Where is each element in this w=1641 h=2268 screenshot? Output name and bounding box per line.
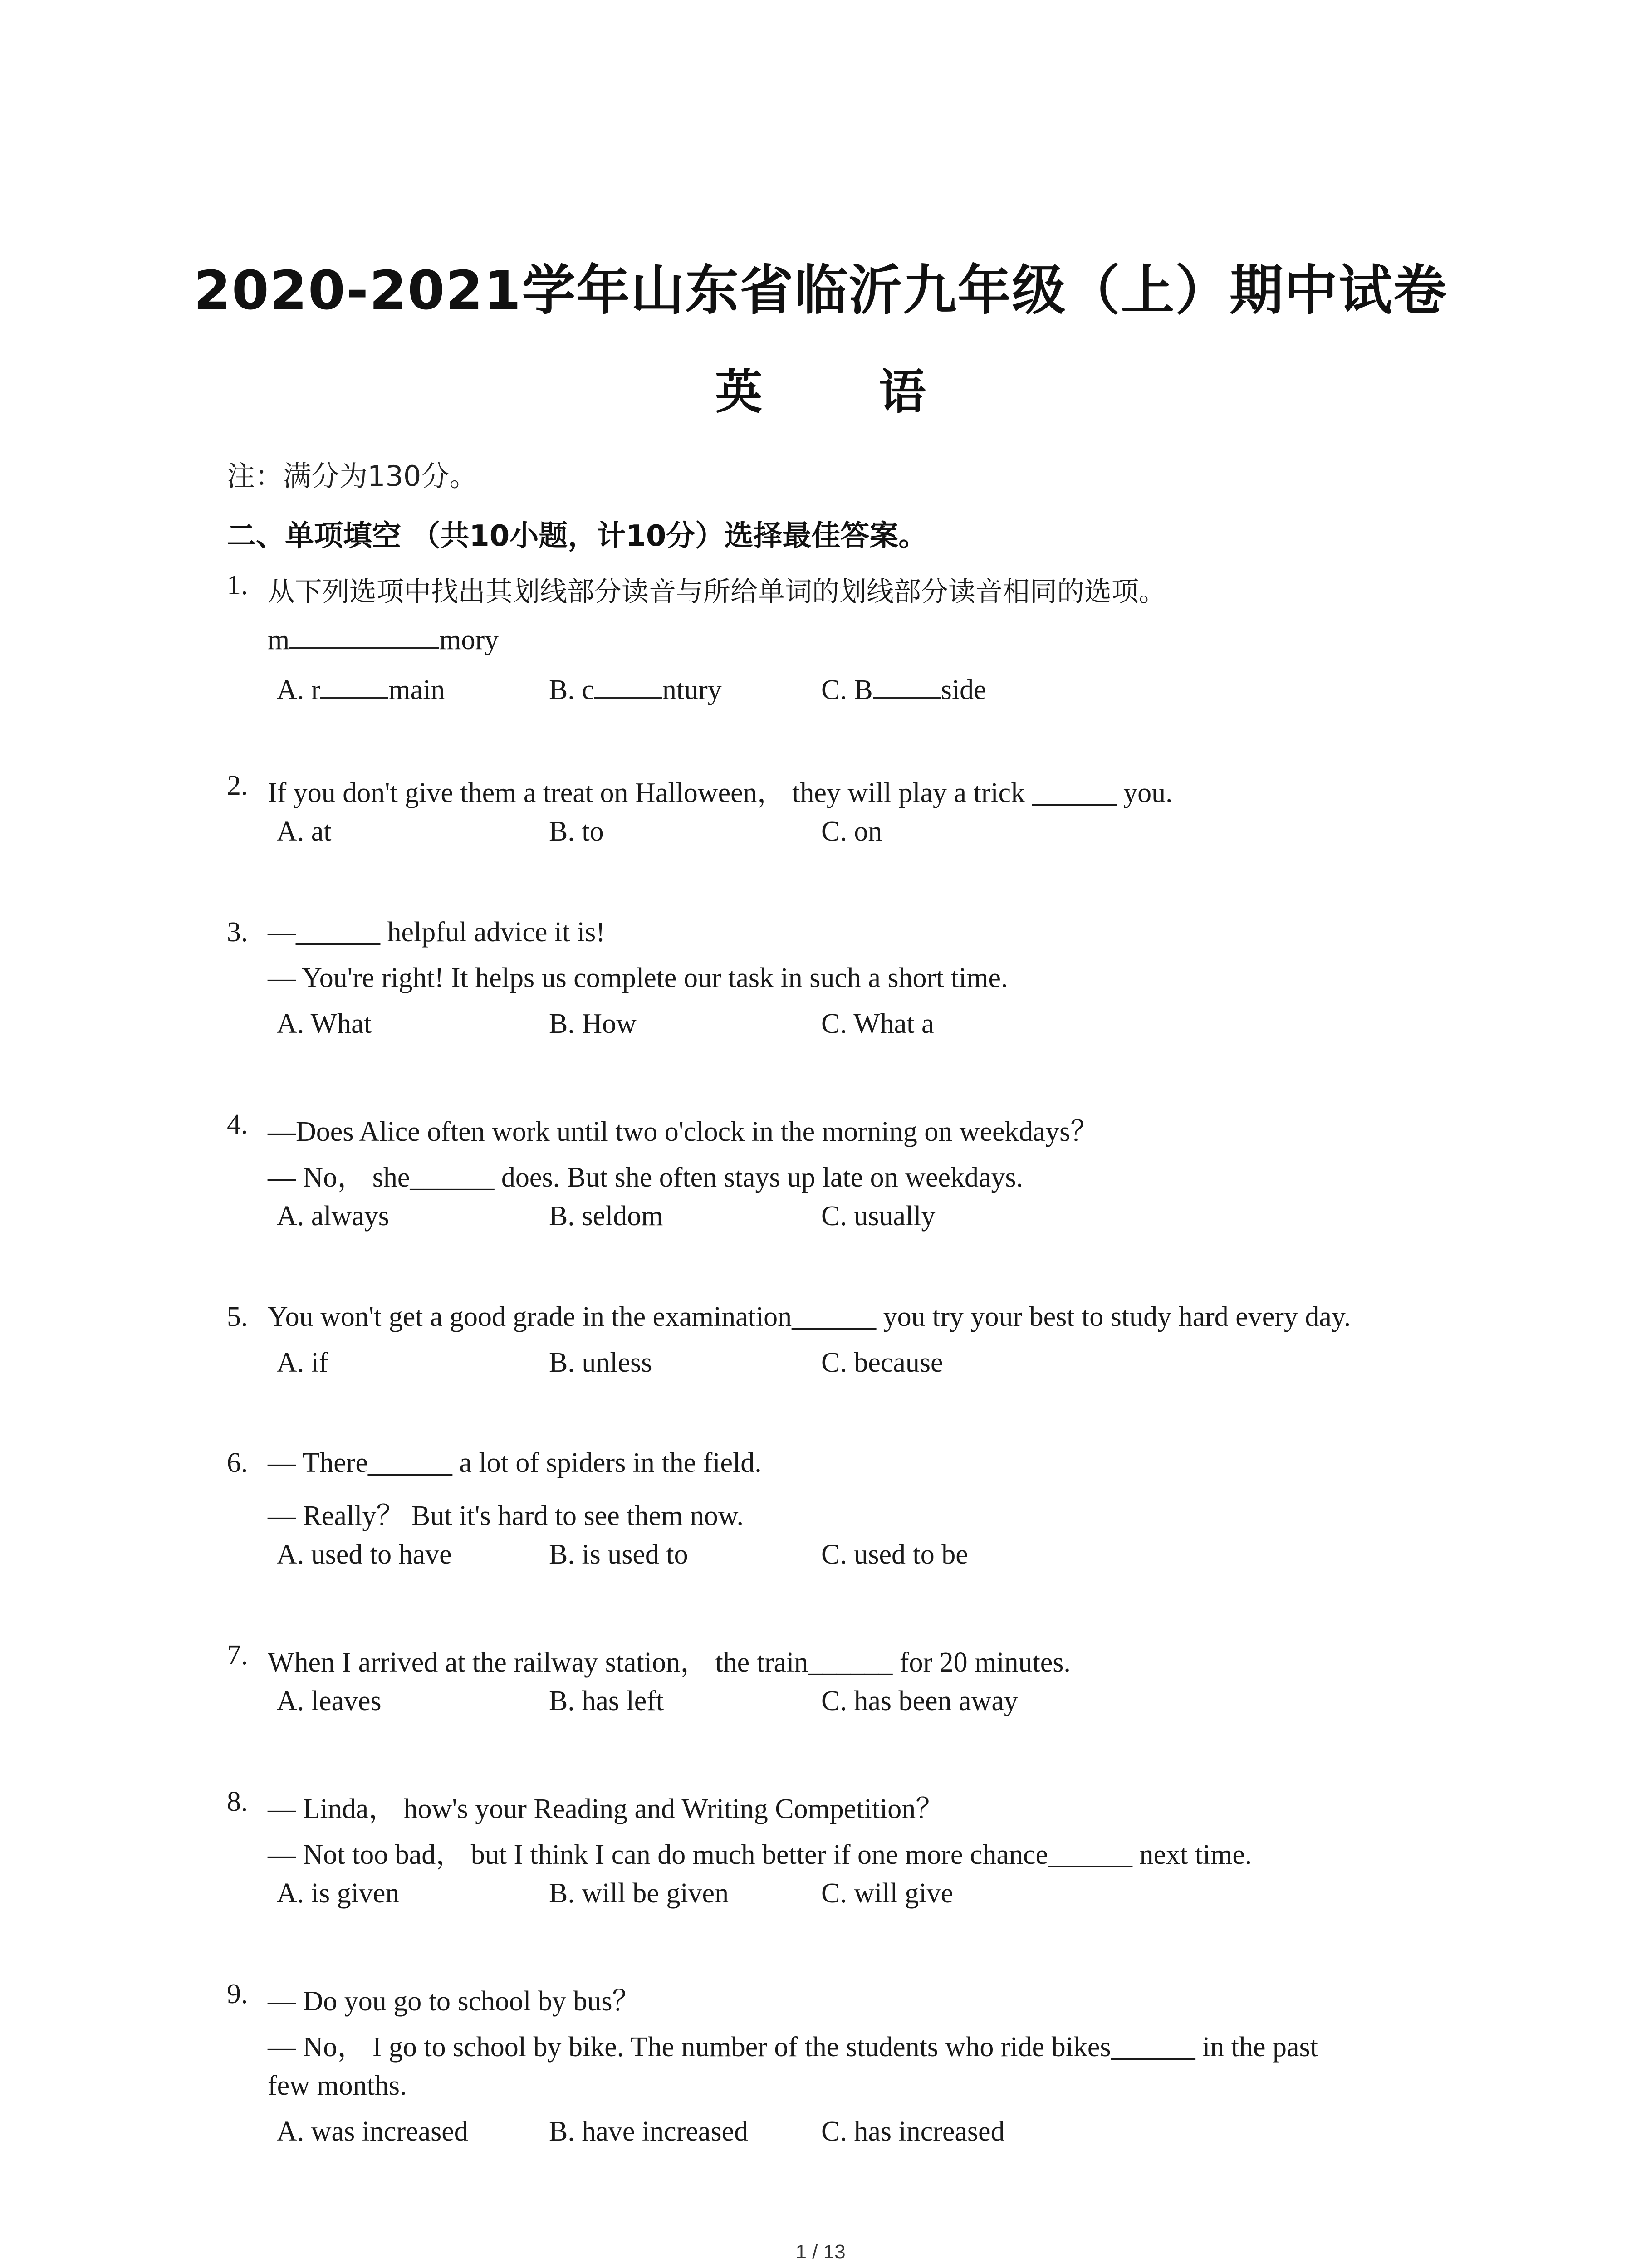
page-number: 1 / 13 [795,2241,846,2263]
question-stem: — No， she______ does. But she often stays up late on weekdays. [268,1162,1024,1193]
option-c: C. has increased [821,2116,1005,2147]
question-stem: — Really？ But it's hard to see them now. [268,1501,744,1531]
question-number: 5. [227,1301,248,1332]
question-stem: — Do you go to school by bus？ [268,1986,641,2017]
question-stem: When I arrived at the railway station， the train______ for 20 minutes. [268,1647,1071,1678]
option-c: C. What a [821,1008,934,1039]
score-note: 注：满分为130分。 [227,459,478,493]
question-number: 7. [227,1640,248,1671]
question-number: 4. [227,1109,248,1140]
question-stem: — There______ a lot of spiders in the field. [268,1447,762,1478]
option-c [821,670,986,706]
option-b: B. will be given [549,1878,729,1909]
option-a: A. if [277,1347,328,1378]
option-b: B. seldom [549,1201,663,1232]
option-c-suffix: side [941,675,986,705]
question-number: 1. [227,570,248,601]
question-stem: — Linda， how's your Reading and Writing Competition？ [268,1794,944,1824]
option-b: B. How [549,1008,637,1039]
option-b: B. have increased [549,2116,748,2147]
option-a-prefix: A. r [277,675,321,705]
question-stem: few months. [268,2070,407,2101]
option-c: C. will give [821,1878,954,1909]
question-number: 6. [227,1447,248,1478]
question-number: 2. [227,770,248,801]
option-a [277,670,445,706]
option-b: B. is used to [549,1539,688,1570]
option-c: C. has been away [821,1686,1018,1716]
question-stem: You won't get a good grade in the examination______ you try your best to study hard every day. [268,1301,1351,1332]
question-stem: — Not too bad， but I think I can do much better if one more chance______ next time. [268,1839,1252,1870]
option-b-suffix: ntury [662,675,722,705]
option-c: C. usually [821,1201,936,1232]
option-c: C. because [821,1347,943,1378]
question-stem: — No， I go to school by bike. The number of the students who ride bikes______ in the past [268,2032,1318,2063]
question-number: 3. [227,917,248,948]
question-number: 8. [227,1786,248,1817]
target-word-prefix: m [268,625,290,655]
question-instruction: 从下列选项中找出其划线部分读音与所给单词的划线部分读音相同的选项。 [268,576,1166,608]
option-a: A. was increased [277,2116,468,2147]
option-b: B. has left [549,1686,664,1716]
option-b-prefix: B. c [549,675,594,705]
option-a: A. at [277,816,332,847]
question-stem: — You're right! It helps us complete our task in such a short time. [268,963,1008,993]
option-b: B. to [549,816,604,847]
option-c: C. on [821,816,882,847]
option-a-suffix: main [388,675,445,705]
option-a: A. is given [277,1878,400,1909]
question-stem: If you don't give them a treat on Halloween， they will play a trick ______ you. [268,777,1173,808]
exam-title: 2020-2021学年山东省临沂九年级（上）期中试卷 [193,259,1448,322]
question-number: 9. [227,1979,248,2009]
question-stem: —Does Alice often work until two o'clock in the morning on weekdays？ [268,1116,1099,1147]
target-word [268,620,499,656]
option-a: A. leaves [277,1686,382,1716]
underline-blank [873,670,941,699]
target-word-suffix: mory [439,625,499,655]
underline-blank [594,670,662,699]
option-a: A. used to have [277,1539,452,1570]
option-b: B. unless [549,1347,652,1378]
option-c: C. used to be [821,1539,968,1570]
subject-title: 英 语 [715,364,976,420]
option-a: A. always [277,1201,389,1232]
underline-blank [289,620,439,649]
option-c-prefix: C. B [821,675,873,705]
underline-blank [320,670,388,699]
section-heading: 二、单项填空 （共10小题，计10分）选择最佳答案。 [227,519,928,553]
option-a: A. What [277,1008,372,1039]
question-stem: —______ helpful advice it is! [268,917,605,948]
option-b [549,670,722,706]
